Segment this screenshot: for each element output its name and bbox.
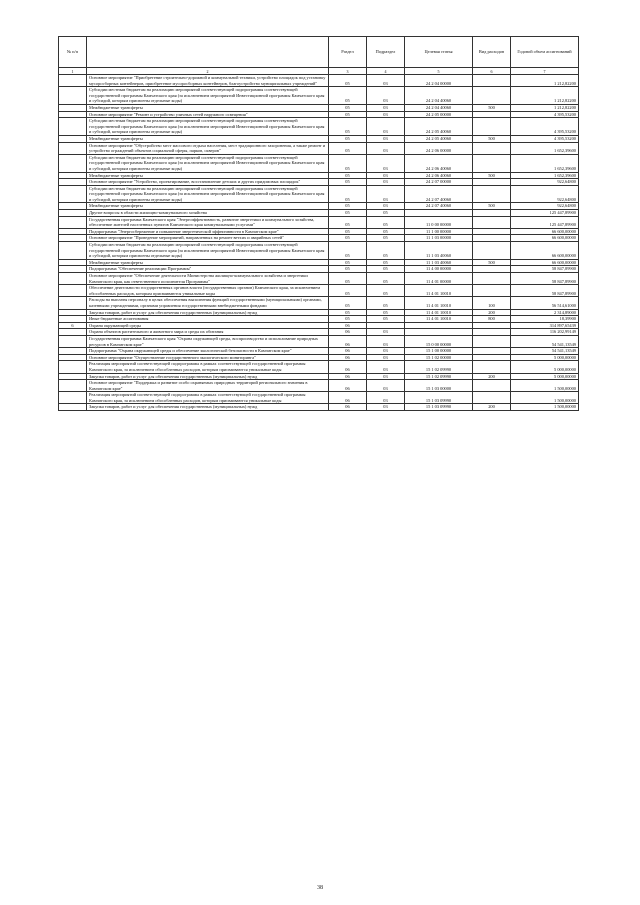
row-number [59,404,87,411]
row-name: Основное мероприятие "Обустройство мест массового отдыха населения, мест традиционного захоронения, а также ремонт и устройство ограждений объектов социальной сферы, парков, скверов" [87,142,329,154]
table-body [59,75,579,411]
row-section: 06 [329,373,367,380]
row-number [59,273,87,285]
row-number [59,118,87,136]
row-section: 05 [329,266,367,273]
row-expense-type [473,87,511,105]
row-amount: 56 514,61000 [511,297,579,309]
row-amount: 1 212,82200 [511,104,579,111]
row-expense-type [473,242,511,260]
row-section: 05 [329,142,367,154]
table-row [59,322,579,329]
row-subsection: 03 [367,142,405,154]
row-section: 05 [329,118,367,136]
table-row [59,235,579,242]
column-index-row [59,68,579,75]
row-target-code: 24 2 07 00000 [405,179,473,186]
row-section: 06 [329,404,367,411]
row-number [59,104,87,111]
table-row [59,118,579,136]
row-amount: 66 600,00000 [511,235,579,242]
row-subsection: 03 [367,373,405,380]
row-amount: 4 395,53200 [511,111,579,118]
row-name: Охрана объектов растительного и животного мира и среды их обитания [87,329,329,336]
row-name: Субсидии местным бюджетам на реализацию мероприятий соответствующей подпрограммы соответствующей государственной программы Камчатского края (за исключением мероприятий Инвестиционной программы Камчатского края и субсидий, которым присвоены отдельные коды) [87,242,329,260]
row-name: Основное мероприятие "Проведение мероприятий, направленных на ремонт ветхих и аварийных сетей" [87,235,329,242]
row-name: Подпрограмма "Обеспечение реализации Программы" [87,266,329,273]
row-section: 05 [329,111,367,118]
row-name: Основное мероприятие "Осуществление государственного экологического мониторинга" [87,354,329,361]
row-subsection: 05 [367,266,405,273]
row-name: Субсидии местным бюджетам на реализацию мероприятий соответствующей подпрограммы соответствующей государственной программы Камчатского края (за исключением мероприятий Инвестиционной программы Камчатского края и субсидий, которым присвоены отдельные коды) [87,185,329,203]
row-expense-type: 800 [473,316,511,323]
row-name: Основное мероприятие "Поддержка и развитие особо охраняемых природных территорий регионального значения в Камчатском крае" [87,380,329,392]
row-subsection: 05 [367,235,405,242]
row-expense-type: 100 [473,297,511,309]
row-target-code: 11 1 00 00000 [405,228,473,235]
row-name: Основное мероприятие "Ремонт и устройство уличных сетей наружного освещения" [87,111,329,118]
table-row [59,75,579,87]
row-section: 05 [329,210,367,217]
row-name: Расходы на выплаты персоналу в целях обеспечения выполнения функций государственными (муниципальными) органами, казенными учреждениями, органами управления государственными внебюджетными фондами [87,297,329,309]
column-index: 3 [329,68,367,75]
row-amount: 1 500,00000 [511,392,579,404]
row-target-code: 24 2 06 40060 [405,172,473,179]
column-index: 2 [87,68,329,75]
row-section: 05 [329,259,367,266]
row-number [59,373,87,380]
row-number [59,172,87,179]
row-amount: 66 600,00000 [511,242,579,260]
row-subsection: 03 [367,404,405,411]
row-amount: 1 212,82200 [511,75,579,87]
row-target-code: 24 2 07 40060 [405,203,473,210]
row-target-code: 11 1 03 00000 [405,235,473,242]
table-row [59,348,579,355]
row-name: Подпрограмма "Энергосбережение и повышение энергетической эффективности в Камчатском крае" [87,228,329,235]
row-section: 06 [329,348,367,355]
row-target-code: 11 4 01 10010 [405,297,473,309]
row-amount: 922,64800 [511,185,579,203]
row-expense-type [473,335,511,347]
row-number [59,259,87,266]
table-row [59,87,579,105]
row-name: Закупка товаров, работ и услуг для обеспечения государственных (муниципальных) нужд [87,309,329,316]
row-number [59,111,87,118]
row-amount: 1 652,39600 [511,172,579,179]
header-subsection: Подраздел [367,37,405,68]
row-subsection: 05 [367,259,405,266]
table-row [59,297,579,309]
row-amount: 922,64800 [511,179,579,186]
row-expense-type: 500 [473,259,511,266]
column-index: 1 [59,68,87,75]
row-expense-type [473,380,511,392]
row-subsection: 03 [367,111,405,118]
row-subsection: 03 [367,392,405,404]
row-expense-type [473,118,511,136]
row-target-code: 15 1 02 09990 [405,361,473,373]
row-subsection: 03 [367,380,405,392]
row-amount: 5 000,00000 [511,354,579,361]
row-name: Закупка товаров, работ и услуг для обеспечения государственных (муниципальных) нужд [87,373,329,380]
header-section: Раздел [329,37,367,68]
table-row [59,259,579,266]
row-target-code: 24 2 05 40060 [405,135,473,142]
row-amount: 314 897,65439 [511,322,579,329]
table-row [59,361,579,373]
row-subsection: 03 [367,179,405,186]
row-target-code: 11 4 01 00000 [405,273,473,285]
row-number [59,361,87,373]
row-target-code: 15 1 03 00000 [405,380,473,392]
row-target-code: 24 2 05 00000 [405,111,473,118]
row-amount: 5 000,00000 [511,373,579,380]
row-target-code: 24 2 04 40060 [405,104,473,111]
row-section: 05 [329,273,367,285]
row-expense-type [473,142,511,154]
row-expense-type [473,329,511,336]
row-subsection: 03 [367,75,405,87]
table-row [59,273,579,285]
row-target-code: 11 4 01 10010 [405,285,473,297]
table-row [59,228,579,235]
row-name: Основное мероприятие "Устройство, проектирование, восстановление детских и других придомовых площадок" [87,179,329,186]
row-expense-type [473,216,511,228]
table-row [59,392,579,404]
row-subsection: 05 [367,285,405,297]
row-target-code: 11 4 00 00000 [405,266,473,273]
row-number [59,309,87,316]
row-section: 05 [329,228,367,235]
row-expense-type: 200 [473,309,511,316]
row-expense-type [473,210,511,217]
row-expense-type [473,322,511,329]
row-amount: 58 847,89900 [511,285,579,297]
row-name: Межбюджетные трансферты [87,172,329,179]
row-target-code [405,329,473,336]
row-amount: 54 541,13549 [511,335,579,347]
row-target-code: 15 1 02 00000 [405,354,473,361]
row-target-code: 24 2 04 40060 [405,87,473,105]
row-number [59,203,87,210]
row-expense-type [473,111,511,118]
row-number [59,210,87,217]
column-index: 6 [473,68,511,75]
row-expense-type [473,266,511,273]
row-section: 05 [329,75,367,87]
table-row [59,380,579,392]
row-expense-type: 200 [473,404,511,411]
table-row [59,172,579,179]
row-number [59,228,87,235]
row-amount: 125 447,89900 [511,216,579,228]
row-subsection: 03 [367,172,405,179]
row-section: 05 [329,87,367,105]
row-subsection: 03 [367,335,405,347]
row-number [59,142,87,154]
row-number [59,316,87,323]
row-number [59,348,87,355]
table-row [59,203,579,210]
row-expense-type [473,179,511,186]
row-amount: 922,64800 [511,203,579,210]
row-section: 06 [329,354,367,361]
table-row [59,335,579,347]
row-target-code: 24 2 06 00000 [405,142,473,154]
table-row [59,179,579,186]
table-row [59,354,579,361]
row-amount: 1 652,39600 [511,142,579,154]
row-section: 05 [329,154,367,172]
row-name: Основное мероприятие "Обеспечение деятельности Министерства жилищно-коммунального хозяйства и энергетики Камчатского края, как ответственного исполнителя Программы" [87,273,329,285]
row-number [59,216,87,228]
row-subsection: 05 [367,297,405,309]
row-section: 06 [329,361,367,373]
row-section: 05 [329,135,367,142]
table-row [59,154,579,172]
row-target-code [405,322,473,329]
row-number [59,154,87,172]
row-section: 05 [329,172,367,179]
row-subsection: 03 [367,203,405,210]
row-target-code: 24 2 05 40060 [405,118,473,136]
header-type: Вид расходов [473,37,511,68]
row-name: Субсидии местным бюджетам на реализацию мероприятий соответствующей подпрограммы соответствующей государственной программы Камчатского края (за исключением мероприятий Инвестиционной программы Камчатского края и субсидий, которым присвоены отдельные коды) [87,118,329,136]
header-row [59,37,579,68]
row-section: 05 [329,216,367,228]
row-section: 05 [329,179,367,186]
row-target-code: 11 0 00 00000 [405,216,473,228]
row-section: 06 [329,380,367,392]
row-number [59,75,87,87]
row-subsection: 03 [367,135,405,142]
row-section: 05 [329,242,367,260]
table-row [59,210,579,217]
row-number [59,135,87,142]
row-name: Основное мероприятие "Приобретение строительно-дорожной и коммунальной техники, устройство площадок под установку мусоросборных контейнеров, приобретение мусоросборных контейнеров, благоустройство муниципальных учреждений" [87,75,329,87]
row-amount: 66 600,00000 [511,259,579,266]
row-name: Субсидии местным бюджетам на реализацию мероприятий соответствующей подпрограммы соответствующей государственной программы Камчатского края (за исключением мероприятий Инвестиционной программы Камчатского края и субсидий, которым присвоены отдельные коды) [87,87,329,105]
row-expense-type [473,235,511,242]
row-subsection [367,322,405,329]
table-row [59,404,579,411]
table-row [59,142,579,154]
page-number: 38 [317,885,323,891]
row-amount: 66 600,00000 [511,228,579,235]
row-amount: 125 447,89900 [511,210,579,217]
row-section: 06 [329,322,367,329]
row-target-code: 15 1 03 09990 [405,392,473,404]
header-num: № п/п [59,37,87,68]
row-number [59,87,87,105]
row-expense-type [473,392,511,404]
row-amount: 18,39900 [511,316,579,323]
row-section: 05 [329,309,367,316]
row-subsection: 03 [367,104,405,111]
row-subsection: 05 [367,242,405,260]
row-target-code: 24 2 04 00000 [405,75,473,87]
table-row [59,185,579,203]
column-index: 7 [511,68,579,75]
row-subsection: 05 [367,273,405,285]
row-expense-type [473,185,511,203]
row-target-code: 15 1 03 09990 [405,404,473,411]
row-section: 06 [329,392,367,404]
row-subsection: 03 [367,354,405,361]
row-expense-type [473,361,511,373]
row-expense-type [473,273,511,285]
row-name: Подпрограмма "Охрана окружающей среды и обеспечение экологической безопасности в Камчатском крае" [87,348,329,355]
column-index: 5 [405,68,473,75]
row-expense-type [473,154,511,172]
row-target-code: 24 2 07 40060 [405,185,473,203]
row-number [59,185,87,203]
row-number [59,329,87,336]
row-section: 05 [329,285,367,297]
table-row [59,329,579,336]
row-number [59,242,87,260]
row-target-code: 15 1 00 00000 [405,348,473,355]
row-expense-type: 200 [473,373,511,380]
header-amount: Годовой объем ассигнований [511,37,579,68]
row-expense-type [473,228,511,235]
row-section: 05 [329,316,367,323]
budget-table [58,36,579,411]
table-row [59,216,579,228]
table-row [59,285,579,297]
row-name: Субсидии местным бюджетам на реализацию мероприятий соответствующей подпрограммы соответствующей государственной программы Камчатского края (за исключением мероприятий Инвестиционной программы Камчатского края и субсидий, которым присвоены отдельные коды) [87,154,329,172]
row-number [59,179,87,186]
row-section: 06 [329,329,367,336]
row-amount: 4 395,53200 [511,135,579,142]
row-name: Другие вопросы в области жилищно-коммунального хозяйства [87,210,329,217]
row-amount: 5 000,00000 [511,361,579,373]
row-number [59,285,87,297]
row-number [59,392,87,404]
row-name: Межбюджетные трансферты [87,203,329,210]
row-target-code [405,210,473,217]
table-row [59,104,579,111]
row-section: 05 [329,203,367,210]
row-amount: 1 500,00000 [511,380,579,392]
table-row [59,309,579,316]
row-section: 06 [329,335,367,347]
row-subsection: 03 [367,348,405,355]
header-target: Целевая статья [405,37,473,68]
row-subsection: 05 [367,309,405,316]
row-amount: 116 202,99149 [511,329,579,336]
row-subsection: 03 [367,329,405,336]
row-subsection: 03 [367,361,405,373]
row-amount: 2 314,89000 [511,309,579,316]
row-expense-type [473,348,511,355]
row-expense-type [473,285,511,297]
row-subsection: 03 [367,185,405,203]
row-target-code: 24 2 06 40060 [405,154,473,172]
row-expense-type [473,75,511,87]
row-section: 05 [329,104,367,111]
row-name: Межбюджетные трансферты [87,135,329,142]
row-name: Охрана окружающей среды [87,322,329,329]
row-number [59,354,87,361]
row-amount: 1 212,82200 [511,87,579,105]
row-amount: 4 395,53200 [511,118,579,136]
row-subsection: 05 [367,216,405,228]
row-name: Государственная программа Камчатского края "Энергоэффективность, развитие энергетики и коммунального хозяйства, обеспечение жителей населенных пунктов Камчатского края коммунальными услугами" [87,216,329,228]
row-number: 6 [59,322,87,329]
table-row [59,242,579,260]
row-subsection: 05 [367,316,405,323]
row-expense-type: 500 [473,203,511,210]
row-subsection: 05 [367,228,405,235]
row-name: Реализация мероприятий соответствующей подпрограммы в рамках соответствующей государственной программы Камчатского края, за исключением обособленных расходов, которым присваиваются уникальные коды [87,361,329,373]
table-row [59,373,579,380]
row-target-code: 15 1 02 09990 [405,373,473,380]
row-subsection: 05 [367,210,405,217]
row-subsection: 03 [367,87,405,105]
column-index: 4 [367,68,405,75]
row-target-code: 11 4 01 10010 [405,316,473,323]
row-expense-type [473,354,511,361]
row-name: Иные бюджетные ассигнования [87,316,329,323]
row-amount: 58 847,89900 [511,266,579,273]
row-amount: 1 652,39600 [511,154,579,172]
row-expense-type: 500 [473,135,511,142]
row-amount: 58 847,89900 [511,273,579,285]
row-amount: 54 541,13549 [511,348,579,355]
row-section: 05 [329,185,367,203]
row-subsection: 03 [367,154,405,172]
row-target-code: 11 1 03 40060 [405,259,473,266]
table-row [59,135,579,142]
row-name: Закупка товаров, работ и услуг для обеспечения государственных (муниципальных) нужд [87,404,329,411]
row-name: Реализация мероприятий соответствующей подпрограммы в рамках соответствующей государственной программы Камчатского края, за исключением обособленных расходов, которым присваиваются уникальные коды [87,392,329,404]
row-number [59,297,87,309]
row-section: 05 [329,297,367,309]
row-name: Обеспечение деятельности государственных органов власти (государственных органов) Камчатского края, за исключением обособленных расходов, которым присваиваются уникальные коды [87,285,329,297]
row-expense-type: 500 [473,104,511,111]
row-number [59,235,87,242]
row-target-code: 11 1 03 40060 [405,242,473,260]
row-amount: 1 500,00000 [511,404,579,411]
row-target-code: 11 4 01 10010 [405,309,473,316]
table-row [59,266,579,273]
row-expense-type: 500 [473,172,511,179]
row-name: Межбюджетные трансферты [87,259,329,266]
row-number [59,266,87,273]
table-row [59,111,579,118]
row-section: 05 [329,235,367,242]
row-number [59,335,87,347]
table-row [59,316,579,323]
row-name: Межбюджетные трансферты [87,104,329,111]
row-subsection: 03 [367,118,405,136]
row-target-code: 15 0 00 00000 [405,335,473,347]
row-number [59,380,87,392]
row-name: Государственная программа Камчатского края "Охрана окружающей среды, воспроизводство и использование природных ресурсов в Камчатском крае" [87,335,329,347]
header-name [87,37,329,68]
